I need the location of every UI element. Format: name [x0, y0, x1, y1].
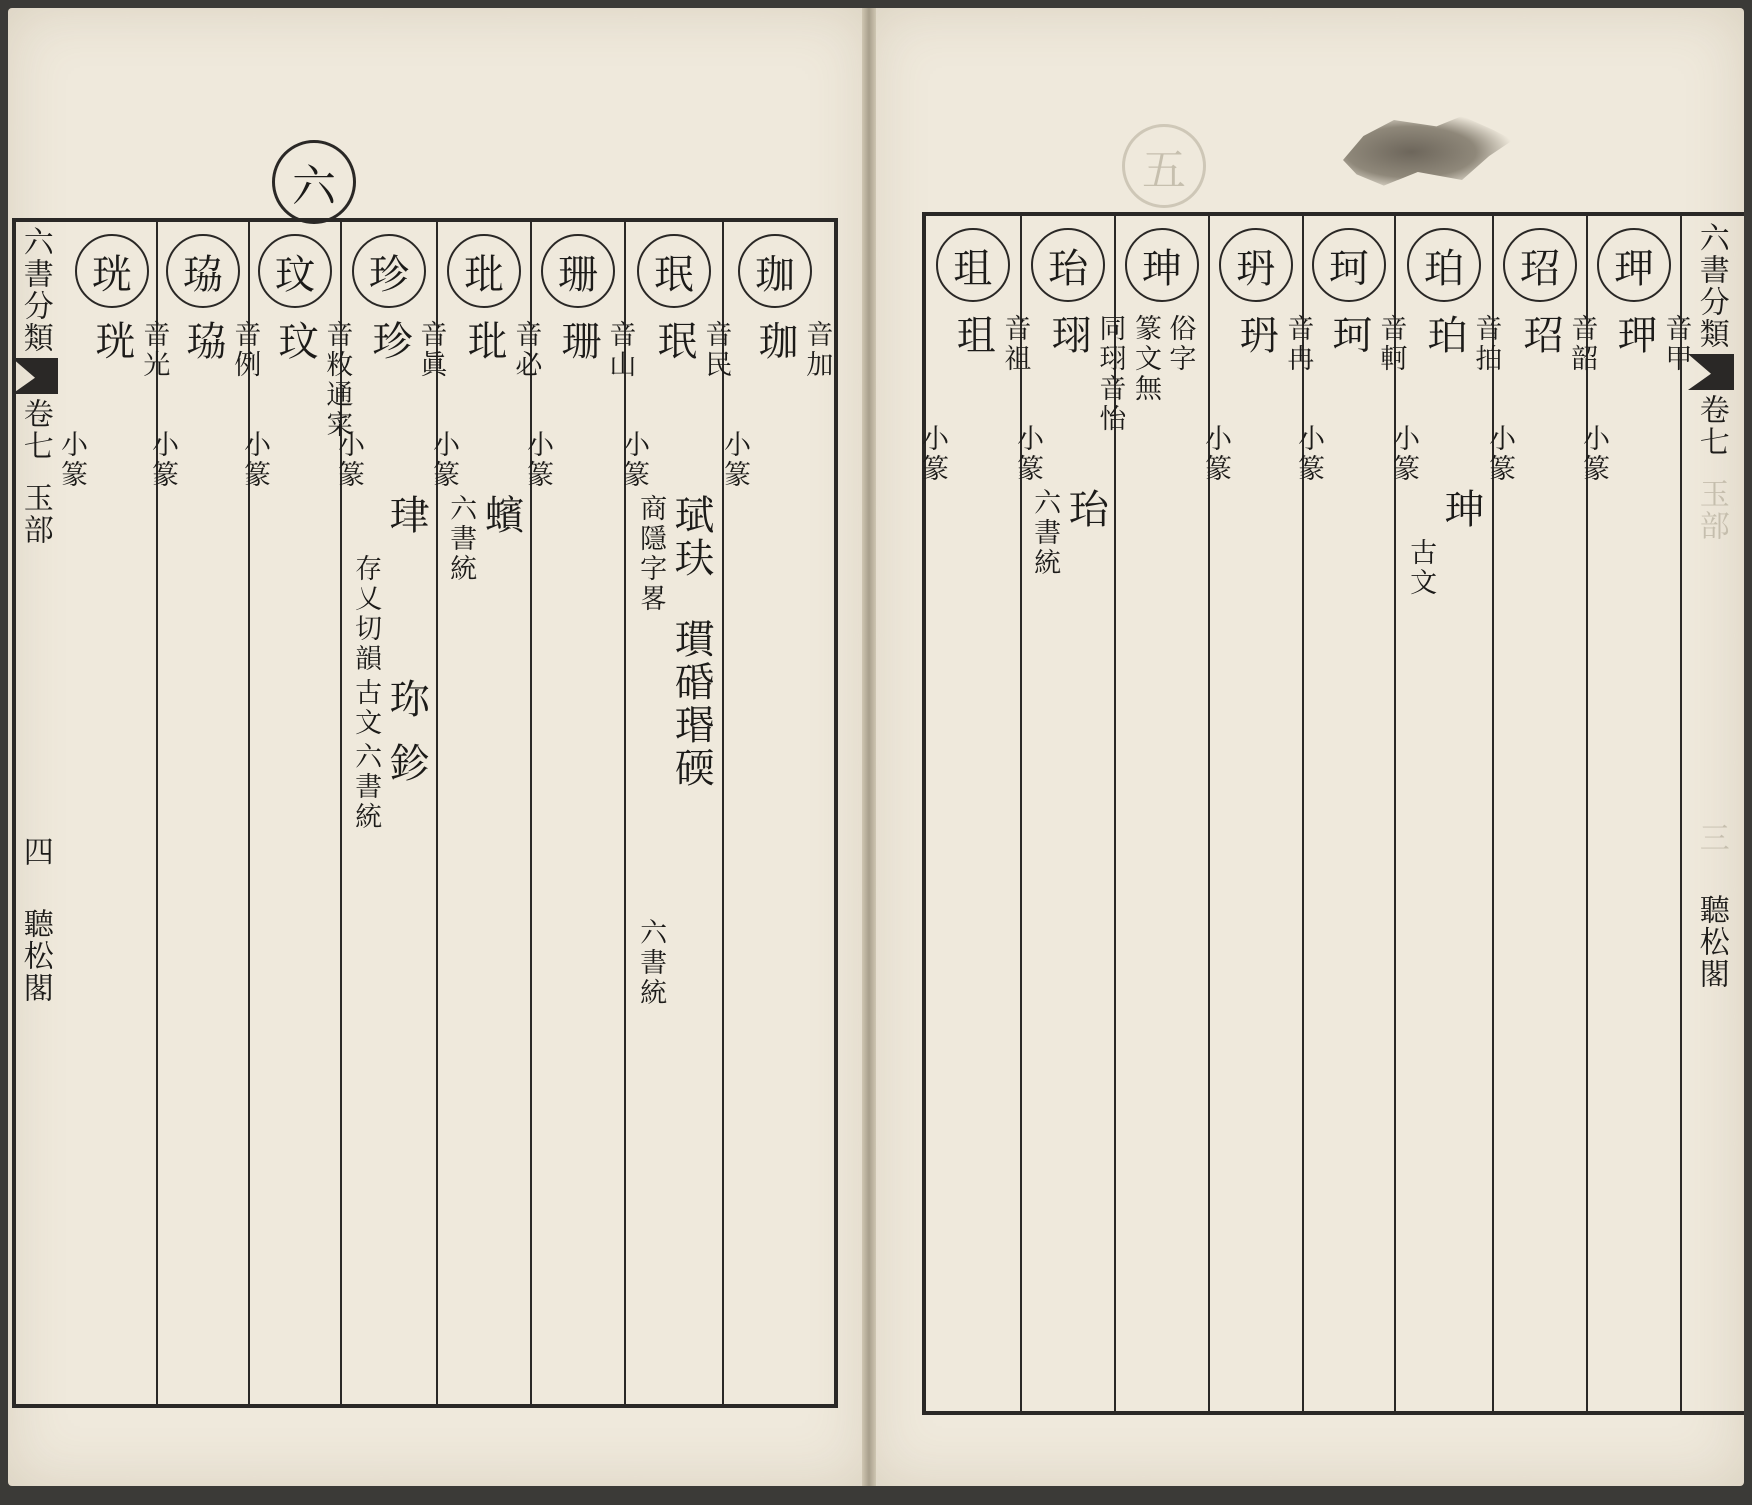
- head-character: 珇: [936, 228, 1010, 302]
- pronunciation: 音拍: [1470, 314, 1502, 374]
- script-label: 小篆: [1012, 424, 1043, 484]
- head-character: 珅: [1125, 228, 1199, 302]
- seal-form: 珀: [1421, 314, 1467, 357]
- note-label: 俗字: [1164, 314, 1196, 374]
- left-frame: [12, 218, 838, 1408]
- head-character: 珉: [637, 234, 711, 308]
- variant-block: [350, 742, 430, 832]
- variant-block: [635, 618, 715, 1008]
- entry-column: [917, 216, 1031, 1411]
- variant-form: 珆: [1062, 488, 1109, 531]
- seal-form: 玟: [272, 320, 318, 363]
- pronunciation: 音甲: [1660, 314, 1692, 374]
- leaf-number: 四: [17, 836, 53, 868]
- head-character: 珖: [75, 234, 149, 308]
- variant-form: 珷玞: [668, 494, 715, 580]
- pronunciation: 音例: [229, 320, 261, 380]
- entry-body: [1579, 314, 1690, 484]
- script-label: 小篆: [1578, 424, 1609, 484]
- page-number: 五: [1122, 124, 1206, 208]
- script-label: 小篆: [1293, 424, 1324, 484]
- seal-form: 珇: [950, 314, 996, 357]
- entry-body: [1013, 314, 1124, 484]
- variant-block: [350, 494, 430, 674]
- source-label: 六書統: [635, 918, 667, 1008]
- seal-form: 珊: [555, 320, 601, 363]
- leaf-number: 三: [1693, 822, 1729, 854]
- pronunciation: 同珝音怡: [1094, 314, 1126, 434]
- script-label: 小篆: [917, 424, 948, 484]
- entry-column: [1200, 216, 1314, 1411]
- source-label: 六書統: [445, 494, 477, 584]
- source-label: 六書統: [1029, 488, 1061, 578]
- pronunciation: 音必: [510, 320, 542, 380]
- right-frame: [917, 212, 1744, 1415]
- pronunciation: 音眞: [415, 320, 447, 380]
- variant-block: [445, 494, 525, 584]
- variant-block: [1405, 488, 1485, 598]
- variant-block: [1029, 488, 1109, 578]
- head-character: 玬: [1219, 228, 1293, 302]
- variant-form: 珒: [383, 494, 430, 537]
- script-label: 小篆: [428, 430, 459, 490]
- seal-form: 珖: [89, 320, 135, 363]
- variant-form: 珅: [1438, 488, 1485, 531]
- variant-block: [350, 678, 430, 738]
- section-label: 玉部: [17, 482, 53, 546]
- book-title: 六書分類: [17, 226, 53, 354]
- seal-form: 珈: [752, 320, 798, 363]
- head-character: 玭: [447, 234, 521, 308]
- script-label: 小篆: [333, 430, 364, 490]
- pronunciation: 音軻: [1375, 314, 1407, 374]
- entry-body: [1131, 314, 1194, 404]
- head-character: 珆: [1031, 228, 1105, 302]
- script-label: 小篆: [1484, 424, 1515, 484]
- script-label: 小篆: [1388, 424, 1419, 484]
- entry-body: [720, 320, 831, 490]
- head-character: 玿: [1503, 228, 1577, 302]
- seal-form: 珂: [1326, 314, 1372, 357]
- source-label: 古文: [350, 678, 382, 738]
- source-label: 六書統: [350, 742, 382, 832]
- note-label: 篆文無: [1130, 314, 1161, 404]
- book-title: 六書分類: [1693, 222, 1729, 350]
- script-label: 小篆: [522, 430, 553, 490]
- fish-tail-mark: [1688, 354, 1734, 390]
- head-character: 珍: [352, 234, 426, 308]
- script-label: 小篆: [719, 430, 750, 490]
- variant-form: 珎: [383, 678, 430, 721]
- variant-form: 鉁: [383, 742, 430, 785]
- pronunciation: 音祖: [999, 314, 1031, 374]
- head-character: 珕: [166, 234, 240, 308]
- pronunciation: 音山: [604, 320, 636, 380]
- seal-form: 珍: [366, 320, 412, 363]
- entry-body: [1389, 314, 1500, 484]
- seal-form: 玬: [1233, 314, 1279, 357]
- variant-form: 蠙: [478, 494, 525, 537]
- source-label: 商隱字畧: [635, 494, 667, 614]
- head-character: 珊: [541, 234, 615, 308]
- page-number: 六: [272, 140, 356, 224]
- variant-form: 瑻碈瑉碝: [668, 618, 715, 790]
- seal-form: 珝: [1045, 314, 1091, 357]
- pronunciation: 音民: [700, 320, 732, 380]
- source-label: 存乂切韻: [350, 554, 382, 674]
- script-label: 小篆: [56, 430, 87, 490]
- entry-column: [1116, 216, 1210, 1411]
- publisher-label: 聽松閣: [1693, 894, 1729, 990]
- seal-form: 玾: [1611, 314, 1657, 357]
- book-gutter: [862, 8, 876, 1486]
- pronunciation: 音韶: [1566, 314, 1598, 374]
- right-header-column: [1690, 222, 1732, 990]
- script-label: 小篆: [618, 430, 649, 490]
- publisher-label: 聽松閣: [17, 908, 53, 1004]
- script-label: 小篆: [239, 430, 270, 490]
- pronunciation: 音光: [138, 320, 170, 380]
- variant-block: [635, 494, 715, 614]
- seal-form: 珕: [180, 320, 226, 363]
- section-label: 玉部: [1693, 478, 1729, 542]
- head-character: 玟: [258, 234, 332, 308]
- entry-body: [523, 320, 634, 490]
- entry-body: [619, 320, 730, 490]
- head-character: 玾: [1597, 228, 1671, 302]
- script-label: 小篆: [1200, 424, 1231, 484]
- head-character: 珀: [1407, 228, 1481, 302]
- head-character: 珈: [738, 234, 812, 308]
- seal-form: 珉: [651, 320, 697, 363]
- pronunciation: 音冉: [1282, 314, 1314, 374]
- head-character: 珂: [1312, 228, 1386, 302]
- entry-column: [719, 222, 833, 1404]
- volume-label: 卷七: [1693, 394, 1729, 458]
- script-label: 小篆: [147, 430, 178, 490]
- source-label: 古文: [1405, 538, 1437, 598]
- pronunciation: 音敉通寀: [321, 320, 353, 440]
- seal-form: 玿: [1517, 314, 1563, 357]
- volume-label: 卷七: [17, 398, 53, 462]
- entry-column: [56, 222, 170, 1404]
- pronunciation: 音加: [801, 320, 833, 380]
- seal-form: 玭: [461, 320, 507, 363]
